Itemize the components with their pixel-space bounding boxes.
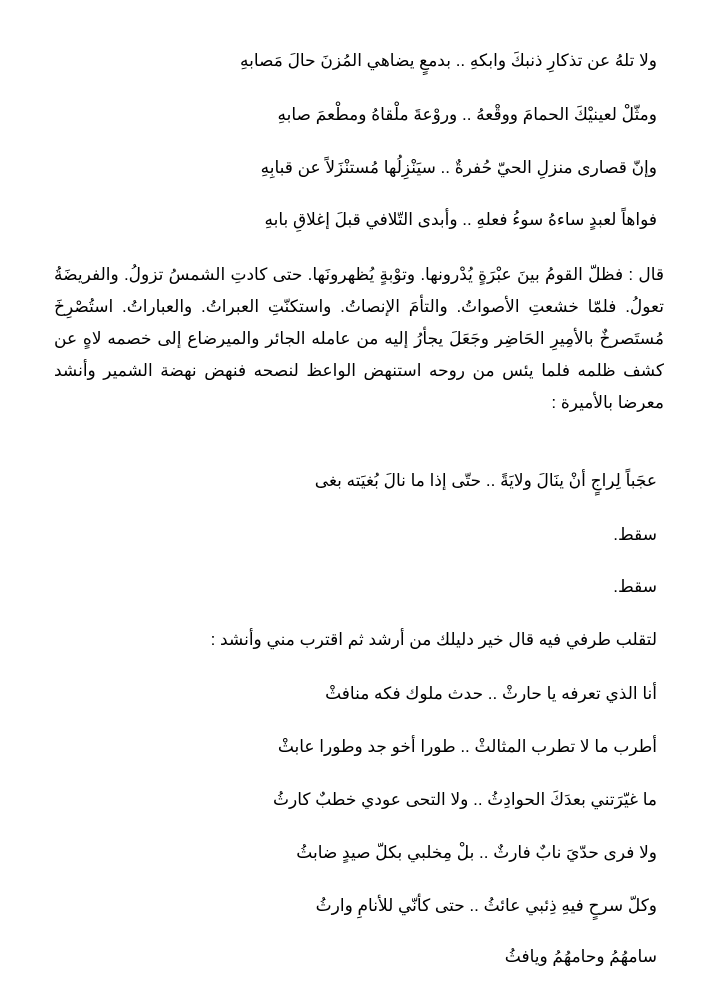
verse-line-11: سامهُمُ وحامهُمُ ويافثُ — [504, 947, 657, 966]
verse-line-2: ومثّلْ لعينيْكَ الحمامَ ووقْعهُ .. وروْعةَ ملْقاهُ ومطْعمَ صابهِ — [277, 105, 657, 124]
narrative-line: لتقلب طرفي فيه قال خير دليلك من أرشد ثم اقترب مني وأنشد : — [210, 630, 657, 649]
omission-note-1: سقط. — [613, 525, 657, 544]
verse-line-1: ولا تلهُ عن تذكارِ ذنبكَ وابكهِ .. بدمعٍ يضاهي المُزنَ حالَ مَصابهِ — [239, 51, 657, 70]
verse-line-7: أطرب ما لا تطرب المثالثْ .. طورا أخو جد وطورا عابثْ — [277, 737, 657, 756]
omission-note-2: سقط. — [613, 577, 657, 596]
verse-line-3: وإنّ قصارى منزلِ الحيّ حُفرةٌ .. سيَنْزِلُها مُستنْزَلاً عن قبابِهِ — [260, 158, 657, 177]
prose-paragraph: قال : فظلّ القومُ بينَ عبْرَةٍ يُدْرونها. وتوْبةٍ يُظهرونَها. حتى كادتِ الشمسُ تزولُ. والفريضَةُ تعولُ. فلمّا خشعتِ الأصواتُ. والتأمَ الإنصاتُ. واستكنّتِ العبراتُ. والعباراتُ. استُصْرِخَ مُستَصرخٌ بالأمِيرِ الحَاضِر وجَعَلَ يجأرُ إليه من عامله الجائر والميرضاع إلى خصمه لاهٍ عن كشف ظلمه فلما يئس من روحه استنهض الواعظ لنصحه فنهض نهضة الشمير وأنشد معرضا بالأميرة : — [54, 265, 664, 412]
verse-line-4: فواهاً لعبدٍ ساءهُ سوءُ فعلهِ .. وأبدى التّلافي قبلَ إغلاقِ بابهِ — [264, 210, 657, 229]
verse-line-10: وكلّ سرحٍ فيهِ ذِئبي عائثُ .. حتى كأنّي للأنامِ وارثُ — [315, 896, 657, 915]
verse-line-8: ما غيّرَتني بعدَكَ الحوادِثُ .. ولا التحى عودي خطبٌ كارثُ — [272, 790, 657, 809]
verse-line-9: ولا فرى حدّيَ نابٌ فارثٌ .. بلْ مِخلبي بكلّ صيدٍ ضابثُ — [296, 843, 657, 862]
verse-line-5: عجَباً لِراجٍ أنْ ينَالَ ولايَةً .. حتّى إذا ما نالَ بُغيَته بغى — [314, 471, 657, 490]
verse-line-6: أنا الذي تعرفه يا حارثْ .. حدث ملوك فكه منافثْ — [325, 684, 657, 703]
